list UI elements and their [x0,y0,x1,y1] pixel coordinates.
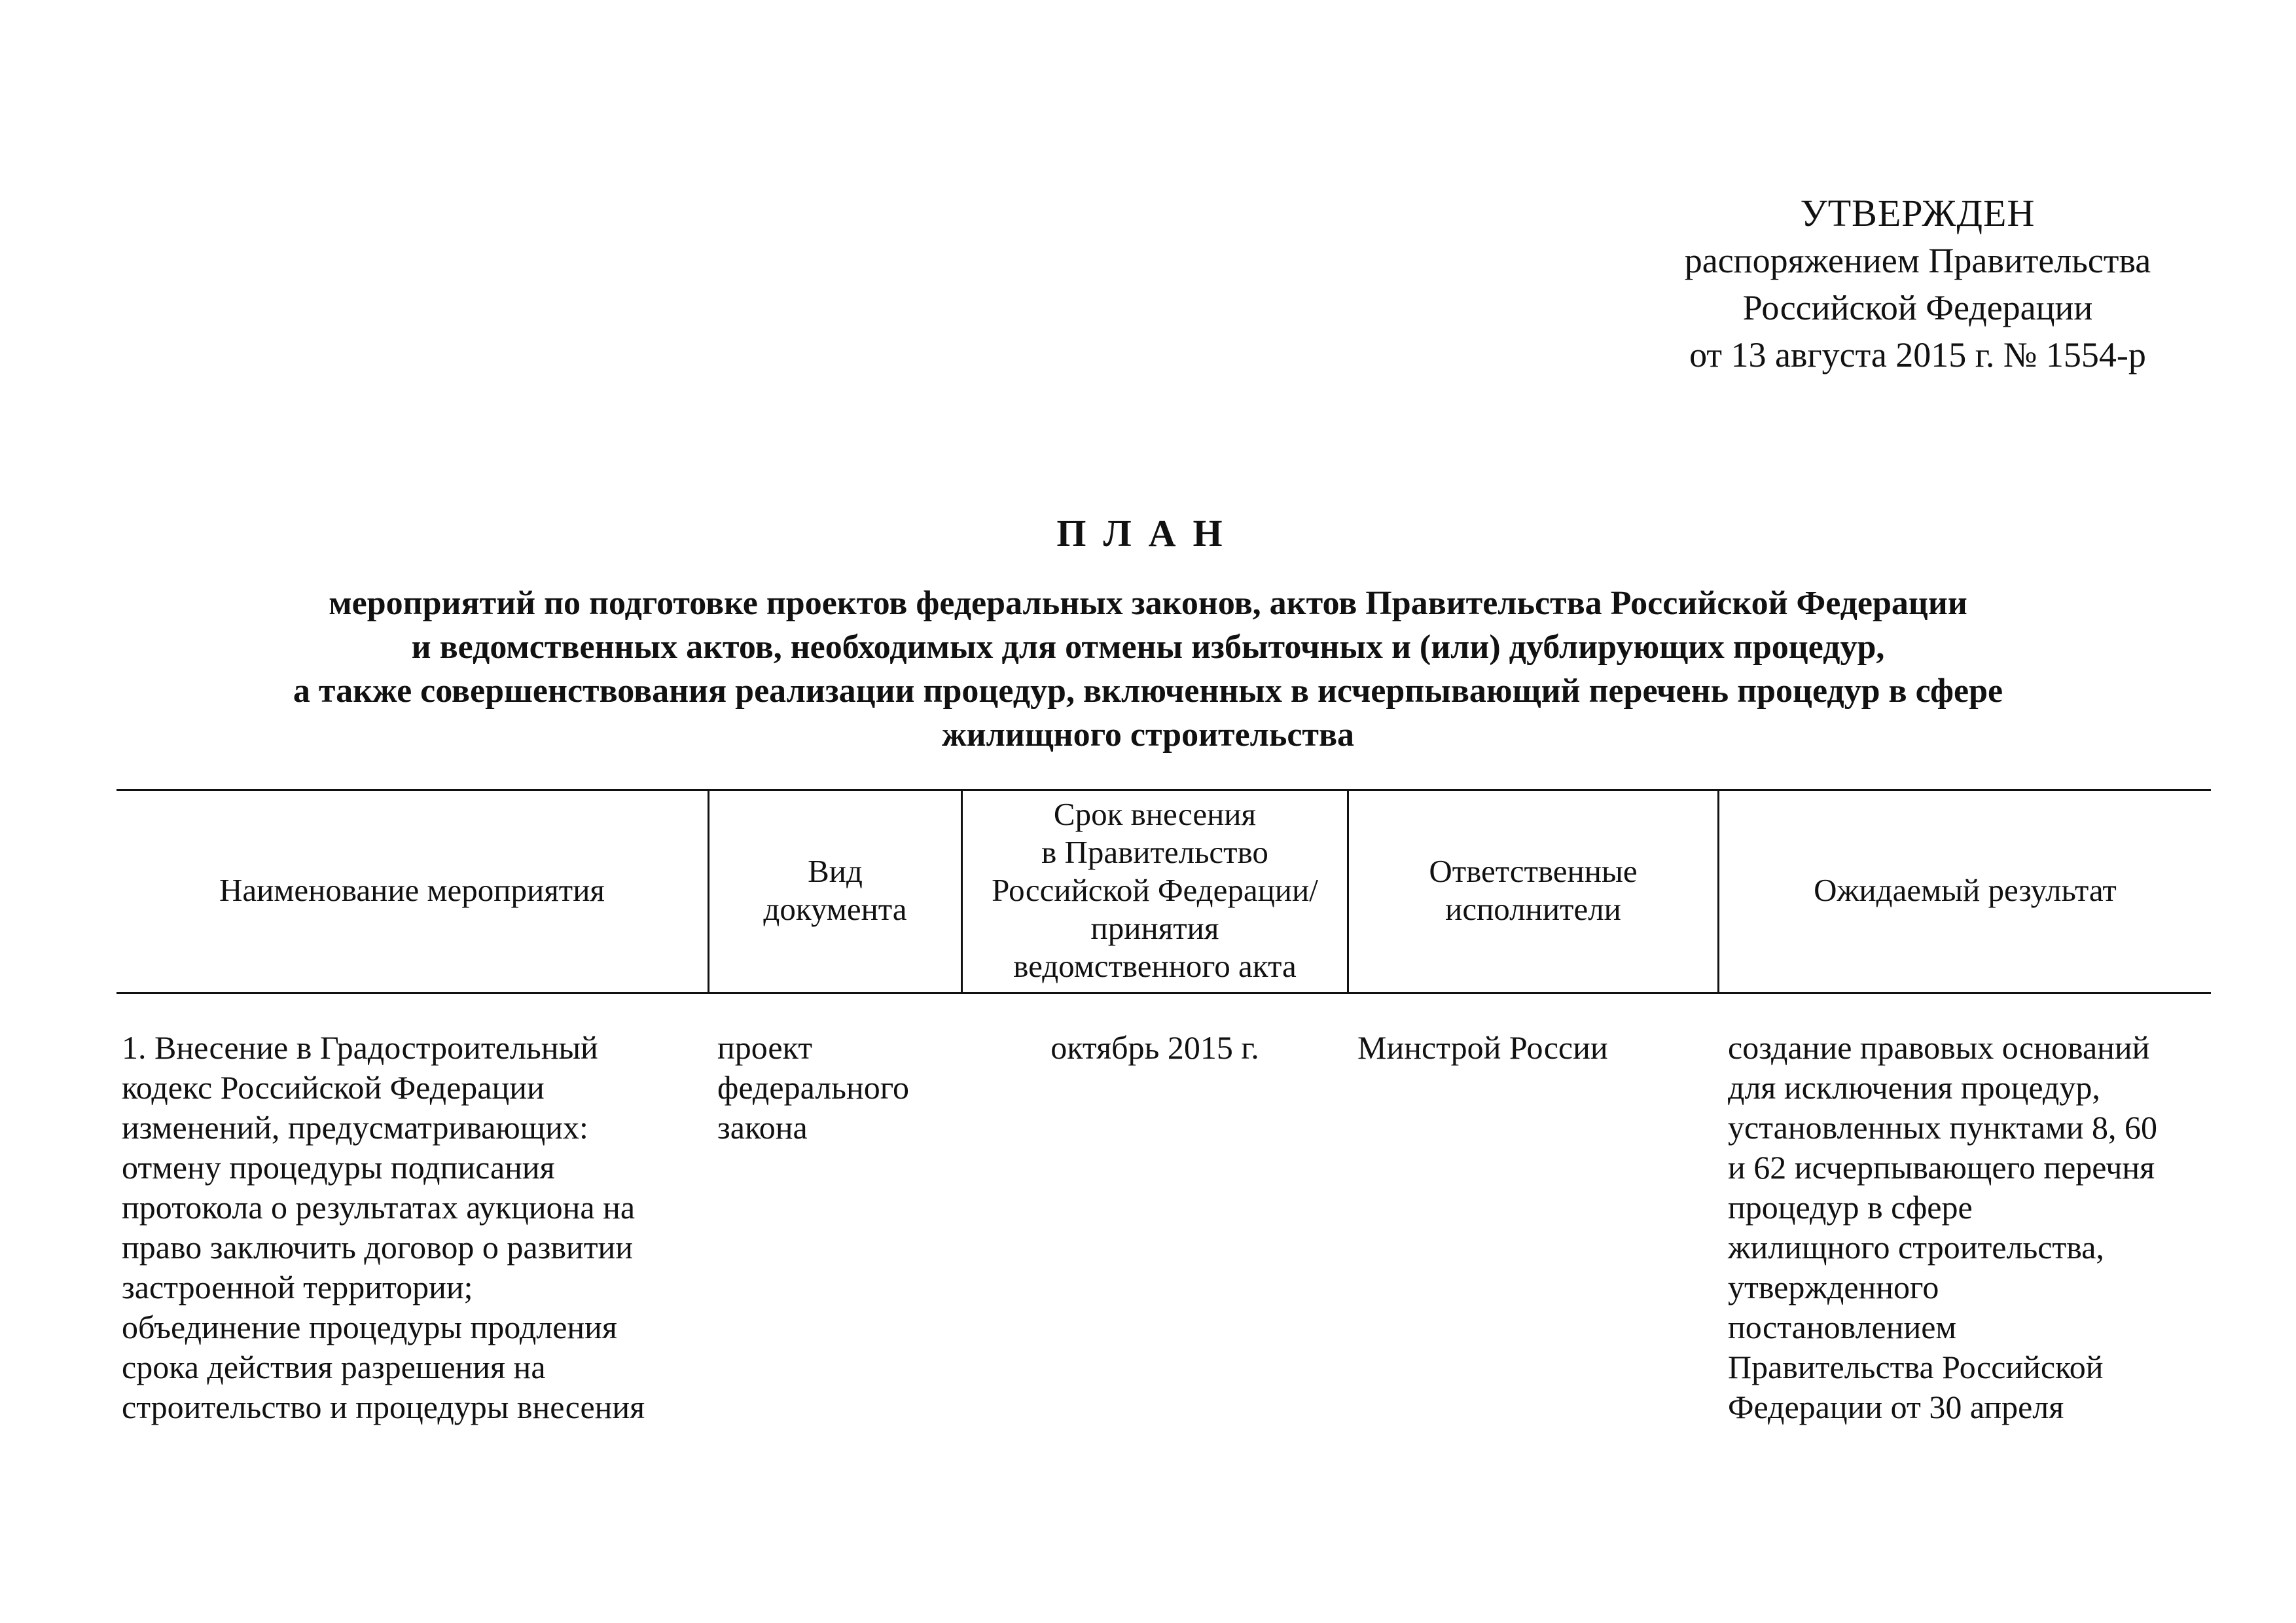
cell-responsible: Минстрой России [1357,1029,1608,1066]
approval-line-2: Российской Федерации [1742,288,2093,327]
approval-heading: УТВЕРЖДЕН [1800,192,2036,234]
plan-heading: ПЛАН [1056,512,1240,555]
title-line-4: жилищного строительства [941,716,1355,754]
header-name: Наименование мероприятия [219,872,605,908]
title-line-3: а также совершенствования реализации процедур, включенных в исчерпывающий перечень процедур в сфере [293,672,2003,710]
approval-block [1623,190,2212,378]
cell-doc-type: проект федерального закона [717,1029,909,1146]
header-responsible: Ответственные исполнители [1429,853,1638,927]
measures-table [117,789,2211,1601]
header-doc-type: Вид документа [763,853,907,927]
header-result: Ожидаемый результат [1814,872,2117,908]
header-deadline: Срок внесения в Правительство Российской Федерации/ принятия ведомственного акта [992,796,1318,984]
approval-line-3: от 13 августа 2015 г. № 1554-р [1689,335,2146,374]
header-bottom-border [117,992,2211,994]
title-line-1: мероприятий по подготовке проектов федеральных законов, актов Правительства Российской Федерации [329,585,1967,622]
approval-line-1: распоряжением Правительства [1684,241,2151,280]
title-line-2: и ведомственных актов, необходимых для отмены избыточных и (или) дублирующих процедур, [411,629,1885,666]
cell-name: 1. Внесение в Градостроительный кодекс Российской Федерации изменений, предусматривающих: отмену процедуры подписания протокола о результатах аукциона на право заключить договор о развитии застроенной территории; объединение процедуры продления срока действия разрешения на строительство и процедуры внесения [122,1029,645,1425]
cell-deadline: октябрь 2015 г. [1050,1029,1259,1066]
cell-result: создание правовых оснований для исключения процедур, установленных пунктами 8, 60 и 62 исчерпывающего перечня процедур в сфере жилищного строительства, утвержденного постановлением Правительства Российской Федерации от 30 апреля [1728,1029,2158,1425]
document-title [0,504,2296,757]
